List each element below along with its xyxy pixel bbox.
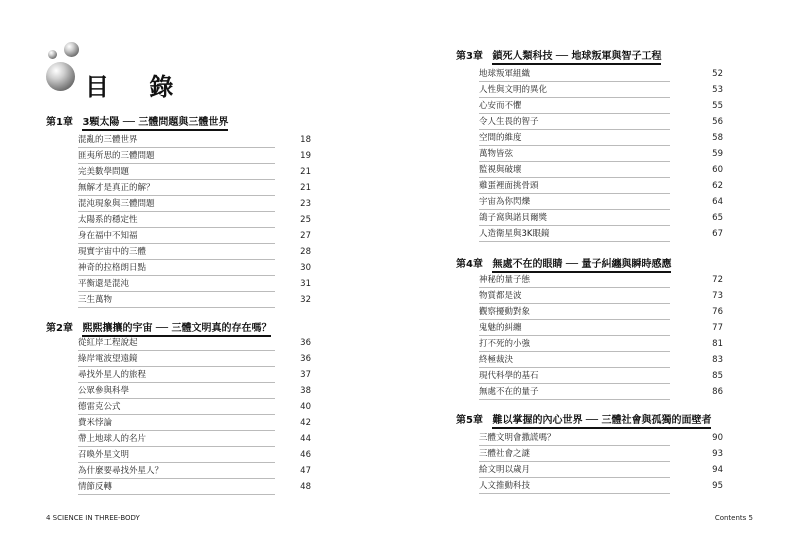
entry-title: 物質都是波 bbox=[479, 291, 522, 301]
entry-page: 23 bbox=[300, 199, 311, 209]
entry-page: 85 bbox=[712, 371, 723, 381]
entry-title: 費米悖論 bbox=[78, 418, 113, 428]
entry-page: 21 bbox=[300, 183, 311, 193]
chapter-4-header bbox=[456, 255, 671, 273]
entry-title: 綠岸電波望遠鏡 bbox=[78, 354, 138, 364]
entry-page: 31 bbox=[300, 279, 311, 289]
entry-title: 三生萬物 bbox=[78, 295, 113, 305]
entry-page: 81 bbox=[712, 339, 723, 349]
chapter-5-header bbox=[456, 411, 711, 429]
entry-page: 37 bbox=[300, 370, 311, 380]
entry-title: 身在福中不知福 bbox=[78, 231, 138, 241]
entry-page: 40 bbox=[300, 402, 311, 412]
entry-page: 28 bbox=[300, 247, 311, 257]
entry-title: 神秘的量子態 bbox=[479, 275, 531, 285]
large-sphere-icon bbox=[46, 62, 75, 91]
chapter-1-header bbox=[46, 113, 228, 131]
entry-title: 德雷克公式 bbox=[78, 402, 121, 412]
entry-page: 77 bbox=[712, 323, 723, 333]
medium-sphere-icon bbox=[64, 42, 79, 57]
entry-page: 48 bbox=[300, 482, 311, 492]
entry-page: 19 bbox=[300, 151, 311, 161]
entry-title: 平衡還是混沌 bbox=[78, 279, 130, 289]
entry-page: 95 bbox=[712, 481, 723, 491]
entry-title: 完美數學問題 bbox=[78, 167, 130, 177]
entry-page: 73 bbox=[712, 291, 723, 301]
entry-title: 尋找外星人的旅程 bbox=[78, 370, 147, 380]
entry-title: 公眾參與科學 bbox=[78, 386, 130, 396]
entry-title: 鬼魅的糾纏 bbox=[479, 323, 522, 333]
entry-title: 現實宇宙中的三體 bbox=[78, 247, 147, 257]
entry-title: 心安而不懼 bbox=[479, 101, 522, 111]
entry-page: 67 bbox=[712, 229, 723, 239]
entry-title: 帶上地球人的名片 bbox=[78, 434, 147, 444]
entry-title: 終極裁決 bbox=[479, 355, 514, 365]
left-page-footer: 4 SCIENCE IN THREE-BODY bbox=[46, 514, 140, 522]
entry-title: 人性與文明的異化 bbox=[479, 85, 548, 95]
entry-title: 地球叛軍組織 bbox=[479, 69, 531, 79]
entry-page: 44 bbox=[300, 434, 311, 444]
entry-page: 64 bbox=[712, 197, 723, 207]
entry-page: 65 bbox=[712, 213, 723, 223]
entry-page: 25 bbox=[300, 215, 311, 225]
chapter-3-header bbox=[456, 47, 661, 65]
entry-title: 現代科學的基石 bbox=[479, 371, 539, 381]
entry-page: 60 bbox=[712, 165, 723, 175]
chapter-title: 鎖死人類科技 ── 地球叛軍與智子工程 bbox=[492, 51, 661, 65]
entry-page: 52 bbox=[712, 69, 723, 79]
entry-page: 58 bbox=[712, 133, 723, 143]
entry-page: 32 bbox=[300, 295, 311, 305]
entry-title: 無處不在的量子 bbox=[479, 387, 539, 397]
entry-title: 神奇的拉格朗日點 bbox=[78, 263, 147, 273]
entry-title: 無解才是真正的解？ bbox=[78, 183, 155, 193]
entry-page: 36 bbox=[300, 354, 311, 364]
entry-page: 21 bbox=[300, 167, 311, 177]
chapter-title: 熙熙攘攘的宇宙 ── 三體文明真的存在嗎？ bbox=[82, 323, 271, 337]
entry-title: 混沌現象與三體問題 bbox=[78, 199, 155, 209]
chapter-number: 第2章 bbox=[46, 323, 73, 334]
chapter-number: 第4章 bbox=[456, 259, 483, 270]
entry-page: 18 bbox=[300, 135, 311, 145]
chapter-title: 3顆太陽 ── 三體問題與三體世界 bbox=[82, 117, 228, 131]
entry-title: 三體社會之謎 bbox=[479, 449, 531, 459]
entry-title: 令人生畏的智子 bbox=[479, 117, 539, 127]
entry-page: 30 bbox=[300, 263, 311, 273]
entry-title: 人文推動科技 bbox=[479, 481, 531, 491]
right-page-footer: Contents 5 bbox=[714, 514, 753, 522]
entry-title: 空間的維度 bbox=[479, 133, 522, 143]
small-sphere-icon bbox=[48, 50, 57, 59]
entry-title: 給文明以歲月 bbox=[479, 465, 531, 475]
chapter-number: 第5章 bbox=[456, 415, 483, 426]
entry-page: 42 bbox=[300, 418, 311, 428]
toc-heading: 目 錄 bbox=[85, 73, 190, 101]
entry-title: 太陽系的穩定性 bbox=[78, 215, 138, 225]
entry-title: 觀察擾動對象 bbox=[479, 307, 531, 317]
chapter-number: 第1章 bbox=[46, 117, 73, 128]
entry-page: 76 bbox=[712, 307, 723, 317]
entry-page: 36 bbox=[300, 338, 311, 348]
entry-page: 83 bbox=[712, 355, 723, 365]
chapter-2-header bbox=[46, 319, 271, 337]
entry-page: 53 bbox=[712, 85, 723, 95]
entry-title: 為什麼要尋找外星人？ bbox=[78, 466, 164, 476]
chapter-title: 難以掌握的內心世界 ── 三體社會與孤獨的面壁者 bbox=[492, 415, 711, 429]
entry-title: 監視與破壞 bbox=[479, 165, 522, 175]
chapter-title: 無處不在的眼睛 ── 量子糾纏與瞬時感應 bbox=[492, 259, 671, 273]
entry-page: 90 bbox=[712, 433, 723, 443]
entry-page: 62 bbox=[712, 181, 723, 191]
entry-title: 雞蛋裡面挑骨頭 bbox=[479, 181, 539, 191]
entry-title: 萬物皆弦 bbox=[479, 149, 514, 159]
entry-title: 人造衛星與3K眼鏡 bbox=[479, 229, 550, 239]
entry-page: 27 bbox=[300, 231, 311, 241]
entry-title: 宇宙為你閃爍 bbox=[479, 197, 531, 207]
entry-page: 86 bbox=[712, 387, 723, 397]
entry-title: 混亂的三體世界 bbox=[78, 135, 138, 145]
entry-title: 情節反轉 bbox=[78, 482, 113, 492]
chapter-number: 第3章 bbox=[456, 51, 483, 62]
entry-title: 匪夷所思的三體問題 bbox=[78, 151, 155, 161]
entry-title: 三體文明會撒謊嗎？ bbox=[479, 433, 556, 443]
entry-page: 59 bbox=[712, 149, 723, 159]
entry-title: 召喚外星文明 bbox=[78, 450, 130, 460]
entry-page: 38 bbox=[300, 386, 311, 396]
entry-page: 55 bbox=[712, 101, 723, 111]
entry-page: 72 bbox=[712, 275, 723, 285]
entry-page: 93 bbox=[712, 449, 723, 459]
entry-page: 94 bbox=[712, 465, 723, 475]
entry-title: 鴿子窩與諾貝爾獎 bbox=[479, 213, 548, 223]
entry-page: 47 bbox=[300, 466, 311, 476]
entry-title: 打不死的小強 bbox=[479, 339, 531, 349]
entry-title: 從紅岸工程說起 bbox=[78, 338, 138, 348]
entry-page: 46 bbox=[300, 450, 311, 460]
entry-page: 56 bbox=[712, 117, 723, 127]
